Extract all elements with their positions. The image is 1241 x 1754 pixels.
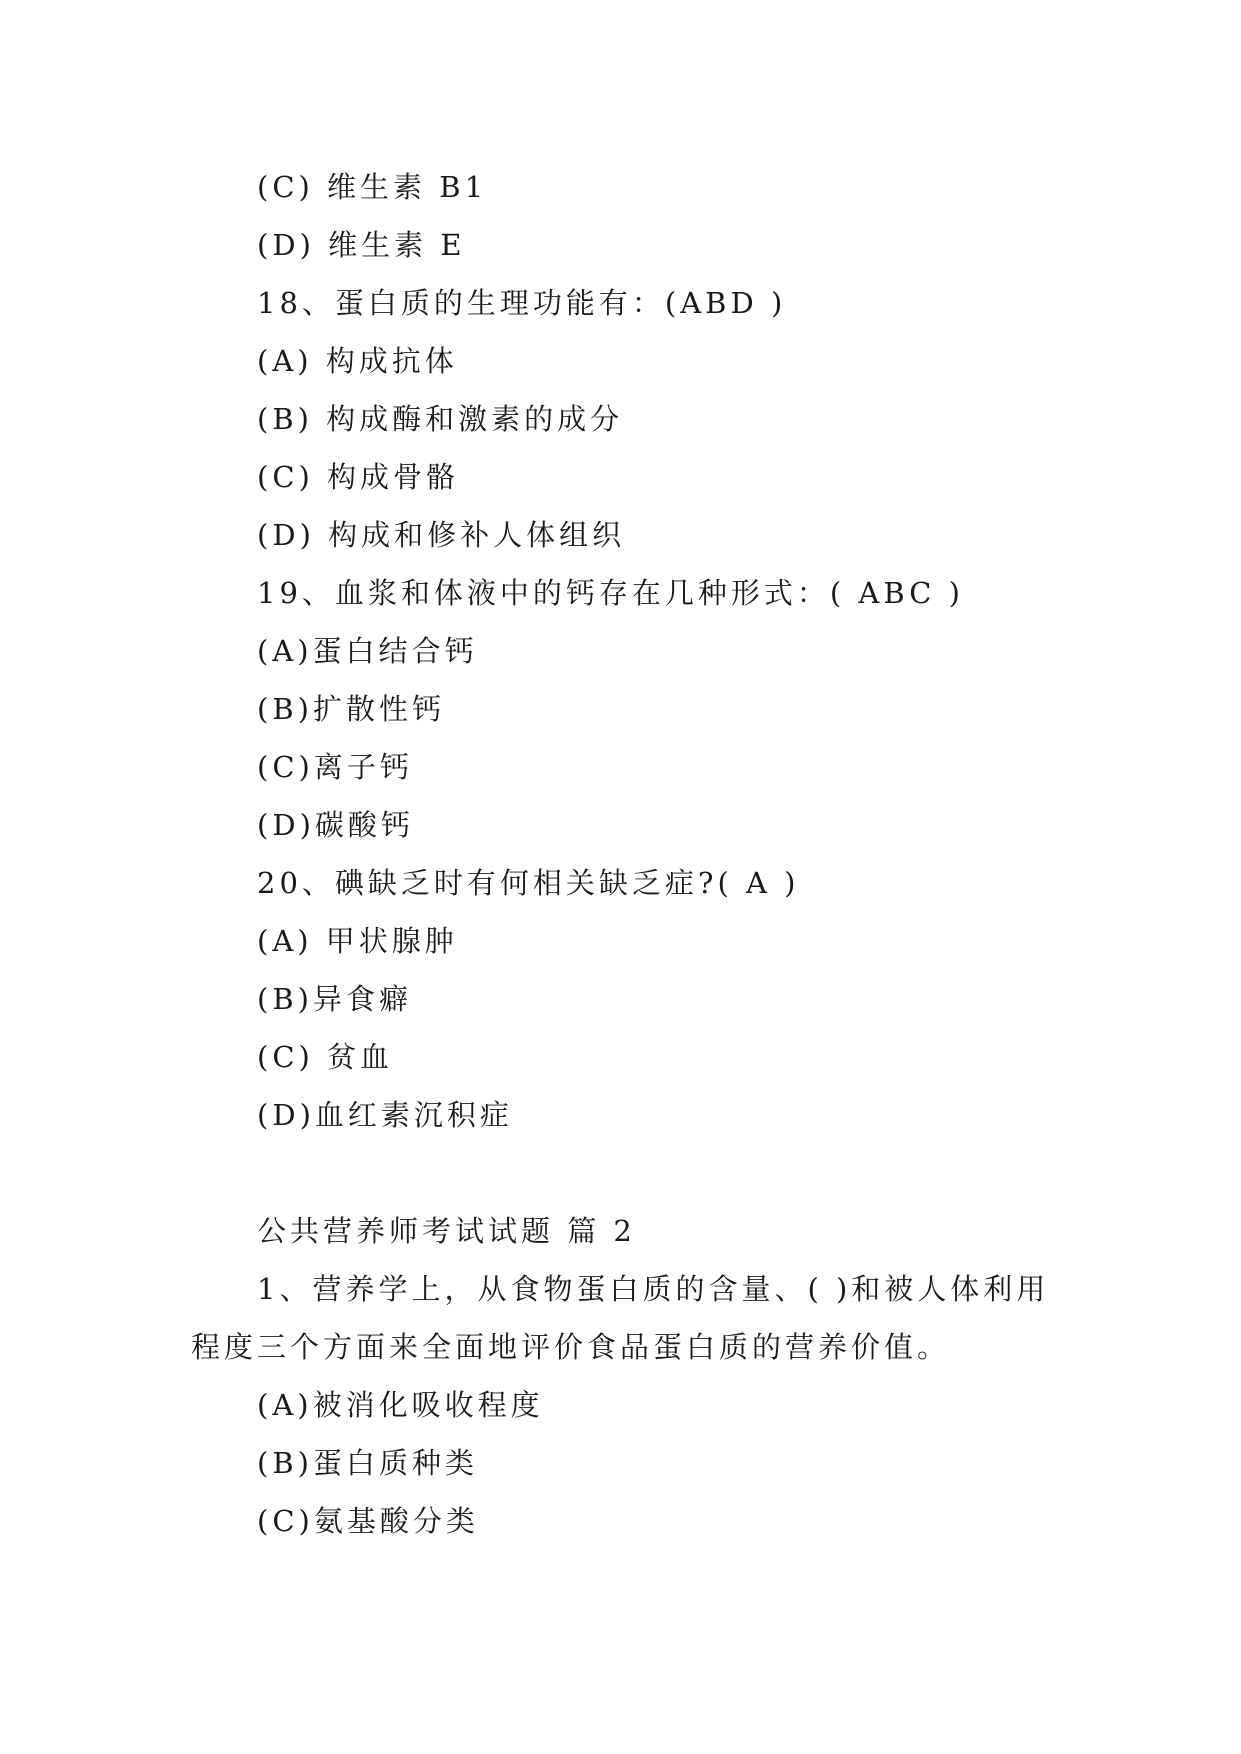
option-19b: (B)扩散性钙 bbox=[257, 692, 445, 726]
option-18b: (B) 构成酶和激素的成分 bbox=[257, 402, 624, 436]
option-20b: (B)异食癖 bbox=[257, 982, 412, 1016]
option-1c: (C)氨基酸分类 bbox=[257, 1504, 479, 1538]
option-19d: (D)碳酸钙 bbox=[257, 808, 414, 842]
question-19: 19、血浆和体液中的钙存在几种形式：( ABC ) bbox=[257, 576, 964, 610]
option-19a: (A)蛋白结合钙 bbox=[257, 634, 478, 668]
option-20d: (D)血红素沉积症 bbox=[257, 1098, 513, 1132]
option-19c: (C)离子钙 bbox=[257, 750, 413, 784]
option-20a: (A) 甲状腺肿 bbox=[257, 924, 458, 958]
option-18c: (C) 构成骨骼 bbox=[257, 460, 460, 494]
option-20c: (C) 贫血 bbox=[257, 1040, 394, 1074]
option-1a: (A)被消化吸收程度 bbox=[257, 1388, 544, 1422]
section-heading: 公共营养师考试试题 篇 2 bbox=[257, 1214, 636, 1248]
question-1-line-1: 1、营养学上，从食物蛋白质的含量、( )和被人体利用 bbox=[257, 1272, 1050, 1306]
question-20: 20、碘缺乏时有何相关缺乏症?( A ) bbox=[257, 866, 800, 900]
question-1-line-2: 程度三个方面来全面地评价食品蛋白质的营养价值。 bbox=[191, 1330, 951, 1364]
option-18a: (A) 构成抗体 bbox=[257, 344, 458, 378]
option-17c: (C) 维生素 B1 bbox=[257, 170, 488, 204]
option-17d: (D) 维生素 E bbox=[257, 228, 466, 262]
option-1b: (B)蛋白质种类 bbox=[257, 1446, 478, 1480]
option-18d: (D) 构成和修补人体组织 bbox=[257, 518, 626, 552]
question-18: 18、蛋白质的生理功能有：(ABD ) bbox=[257, 286, 787, 320]
